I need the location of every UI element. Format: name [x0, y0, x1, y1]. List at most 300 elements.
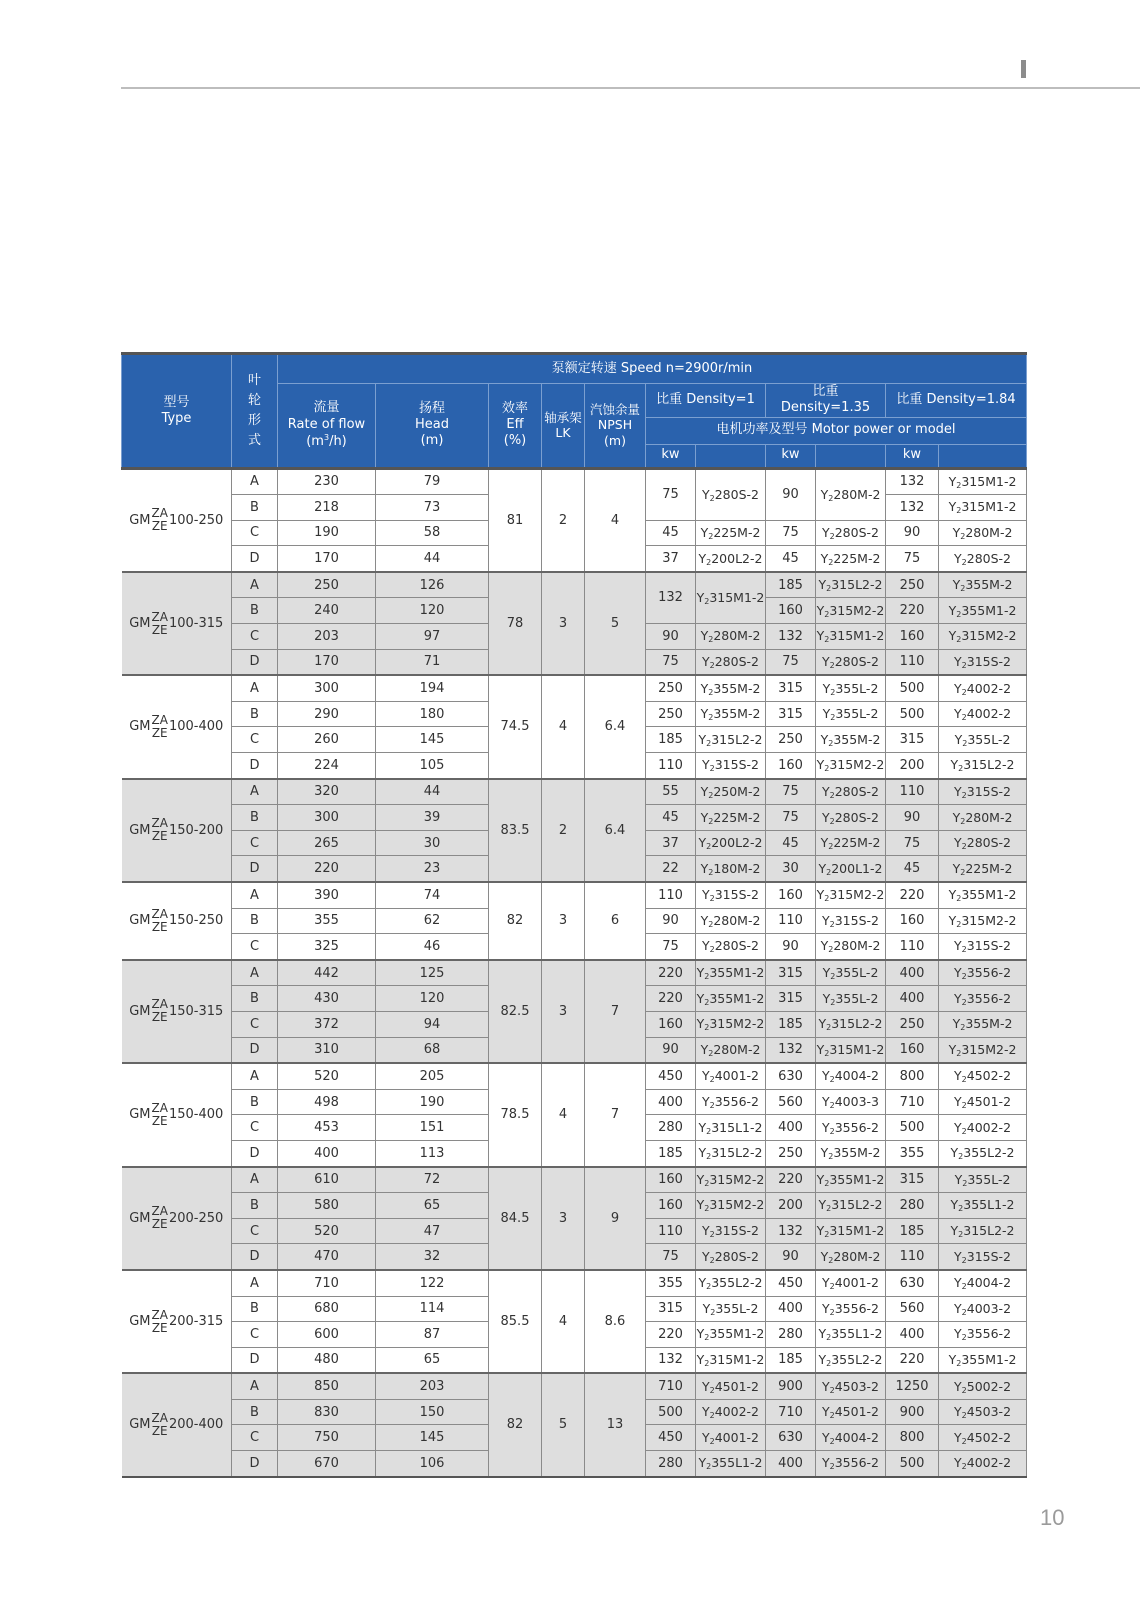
motor-kw-cell: 355 — [646, 1270, 696, 1296]
motor-prefix: Y — [698, 835, 707, 851]
motor-model-cell — [696, 624, 766, 650]
impeller-cell: B — [232, 1193, 278, 1219]
motor-kw-cell: 75 — [646, 468, 696, 520]
head-cell: 46 — [376, 934, 489, 960]
table-row — [122, 1270, 1027, 1296]
motor-prefix: Y — [954, 706, 962, 722]
table-row — [122, 1373, 1027, 1399]
motor-kw-cell: 200 — [886, 753, 939, 779]
motor-model: 280S-2 — [834, 809, 879, 825]
motor-subscript: 2 — [961, 687, 967, 697]
impeller-cell: A — [232, 779, 278, 805]
motor-prefix: Y — [820, 1145, 829, 1161]
motor-prefix: Y — [822, 990, 831, 1006]
type-prefix: GM — [129, 822, 151, 838]
motor-model: 355L-2 — [835, 680, 879, 696]
motor-prefix: Y — [954, 835, 962, 851]
motor-prefix: Y — [702, 887, 710, 903]
motor-prefix: Y — [818, 1197, 827, 1213]
motor-subscript: 2 — [708, 531, 714, 541]
motor-model-cell — [939, 1270, 1027, 1296]
npsh-unit: (m) — [604, 433, 626, 449]
motor-prefix: Y — [696, 1171, 705, 1187]
table-row — [122, 882, 1027, 908]
flow-cell: 520 — [278, 1063, 376, 1089]
motor-prefix: Y — [816, 887, 825, 903]
motor-prefix: Y — [702, 1300, 711, 1316]
density-184-header: 比重 Density=1.84 — [886, 384, 1027, 418]
motor-kw-cell: 400 — [886, 986, 939, 1012]
motor-kw-cell: 500 — [886, 701, 939, 727]
motor-subscript: 2 — [828, 493, 834, 503]
motor-model-cell — [696, 1322, 766, 1348]
head-cell: 97 — [376, 624, 489, 650]
head-cell: 114 — [376, 1296, 489, 1322]
motor-model: 3556-2 — [834, 1455, 879, 1471]
motor-subscript: 2 — [704, 1178, 710, 1188]
flow-cell: 610 — [278, 1167, 376, 1193]
motor-model-cell — [696, 960, 766, 986]
motor-prefix: Y — [821, 1300, 830, 1316]
motor-subscript: 2 — [826, 1204, 832, 1214]
motor-model: 280M-2 — [833, 486, 881, 502]
motor-subscript: 2 — [829, 1101, 835, 1111]
motor-model-cell — [939, 986, 1027, 1012]
motor-subscript: 2 — [960, 867, 966, 877]
motor-model-cell — [816, 1193, 886, 1219]
motor-model: 280M-2 — [713, 1041, 761, 1057]
motor-model-cell — [939, 701, 1027, 727]
motor-subscript: 2 — [824, 609, 830, 619]
motor-kw-cell: 450 — [766, 1270, 816, 1296]
motor-prefix: Y — [948, 1351, 957, 1367]
motor-prefix: Y — [954, 1404, 962, 1420]
motor-kw-cell: 22 — [646, 856, 696, 882]
motor-prefix: Y — [822, 706, 831, 722]
flow-cell: 170 — [278, 546, 376, 572]
motor-prefix: Y — [700, 524, 709, 540]
eff-cell: 82.5 — [489, 960, 542, 1063]
variant-za: ZA — [151, 609, 168, 624]
motor-model: 4501-2 — [714, 1378, 759, 1394]
motor-prefix: Y — [952, 860, 961, 876]
motor-prefix: Y — [698, 731, 707, 747]
motor-prefix: Y — [948, 887, 957, 903]
motor-model: 315M1-2 — [961, 499, 1017, 515]
motor-prefix: Y — [954, 680, 962, 696]
flow-cell: 224 — [278, 753, 376, 779]
motor-model-cell — [939, 805, 1027, 831]
col-impeller-header — [232, 354, 278, 469]
type-prefix: GM — [129, 719, 151, 735]
motor-model-cell — [939, 1218, 1027, 1244]
motor-model: 355M-2 — [833, 1145, 881, 1161]
col-lk-header — [542, 384, 585, 469]
motor-kw-cell: 160 — [646, 1167, 696, 1193]
impeller-cell: B — [232, 495, 278, 521]
motor-prefix: Y — [954, 1429, 962, 1445]
motor-model: 315L2-2 — [711, 1145, 763, 1161]
motor-model: 4002-2 — [714, 1404, 759, 1420]
motor-kw-cell: 132 — [646, 1347, 696, 1373]
motor-subscript: 2 — [956, 480, 962, 490]
motor-prefix: Y — [696, 1016, 705, 1032]
motor-kw-cell: 280 — [646, 1115, 696, 1141]
type-cn-label: 型号 — [163, 394, 190, 410]
impeller-cell: B — [232, 1296, 278, 1322]
variant-za: ZA — [151, 1100, 168, 1115]
motor-model: 280S-2 — [714, 486, 759, 502]
head-cell: 190 — [376, 1089, 489, 1115]
motor-kw-cell: 75 — [886, 830, 939, 856]
motor-subscript: 2 — [828, 738, 834, 748]
motor-subscript: 2 — [824, 1230, 830, 1240]
motor-model: 315S-2 — [966, 938, 1012, 954]
motor-model-cell — [816, 649, 886, 675]
impeller-cell: D — [232, 1347, 278, 1373]
motor-subscript: 2 — [961, 1075, 967, 1085]
motor-model: 3556-2 — [966, 965, 1012, 981]
motor-model: 315M2-2 — [829, 602, 885, 618]
head-cell: 65 — [376, 1347, 489, 1373]
motor-model-cell — [696, 1296, 766, 1322]
motor-model-cell — [939, 1193, 1027, 1219]
motor-prefix: Y — [954, 653, 962, 669]
motor-model-cell — [939, 779, 1027, 805]
motor-prefix: Y — [700, 783, 709, 799]
motor-kw-cell: 220 — [766, 1167, 816, 1193]
variant-ze: ZE — [151, 829, 168, 844]
flow-en-label: Rate of flow — [287, 416, 366, 432]
head-cell: 23 — [376, 856, 489, 882]
head-cell: 113 — [376, 1140, 489, 1166]
impeller-char: 叶 — [247, 372, 261, 388]
motor-prefix: Y — [816, 628, 825, 644]
motor-subscript: 2 — [708, 919, 714, 929]
motor-model-cell — [696, 1140, 766, 1166]
npsh-cn-label: 汽蚀余量 — [589, 401, 640, 417]
motor-subscript: 2 — [709, 945, 715, 955]
motor-model: 4503-2 — [966, 1404, 1012, 1420]
pump-type-cell — [122, 1167, 232, 1270]
motor-model: 355L-2 — [967, 731, 1011, 747]
motor-model-cell — [816, 624, 886, 650]
motor-model-cell — [696, 701, 766, 727]
motor-prefix: Y — [698, 1275, 707, 1291]
motor-model-cell — [696, 856, 766, 882]
variant-za: ZA — [151, 506, 168, 521]
motor-subscript: 2 — [824, 1178, 830, 1188]
motor-prefix: Y — [954, 1068, 962, 1084]
pump-type-name — [129, 507, 223, 533]
motor-subscript: 2 — [956, 506, 962, 516]
motor-prefix: Y — [954, 550, 962, 566]
motor-model: 280M-2 — [965, 809, 1013, 825]
flow-unit: $(m^3/h)$ — [306, 432, 347, 449]
motor-model-cell — [816, 1399, 886, 1425]
motor-model: 315M2-2 — [961, 912, 1017, 928]
motor-subscript: 2 — [708, 816, 714, 826]
motor-prefix: Y — [950, 1197, 959, 1213]
motor-subscript: 2 — [829, 1126, 835, 1136]
flow-cell: 260 — [278, 727, 376, 753]
motor-subscript: 2 — [956, 1358, 962, 1368]
motor-header: 电机功率及型号 Motor power or model — [646, 417, 1027, 444]
motor-prefix: Y — [816, 757, 825, 773]
motor-model: 3556-2 — [714, 1094, 759, 1110]
motor-prefix: Y — [948, 602, 957, 618]
impeller-cell: C — [232, 520, 278, 546]
impeller-cell: A — [232, 675, 278, 701]
head-cell: 58 — [376, 520, 489, 546]
motor-kw-cell: 132 — [886, 468, 939, 495]
motor-model-cell — [816, 1037, 886, 1063]
motor-prefix: Y — [954, 965, 962, 981]
motor-kw-cell: 500 — [646, 1399, 696, 1425]
motor-model: 355L1-2 — [831, 1326, 883, 1342]
motor-prefix: Y — [950, 757, 959, 773]
motor-kw-cell: 710 — [646, 1373, 696, 1399]
model-header — [939, 444, 1027, 468]
motor-model: 355M-2 — [713, 706, 761, 722]
motor-model-cell — [696, 1193, 766, 1219]
motor-model: 315S-2 — [714, 757, 759, 773]
motor-model-cell — [816, 908, 886, 934]
motor-kw-cell: 160 — [646, 1193, 696, 1219]
kw-header: kw — [766, 444, 816, 468]
motor-prefix: Y — [952, 577, 961, 593]
head-cell: 44 — [376, 546, 489, 572]
motor-model-cell — [696, 727, 766, 753]
head-cell: 125 — [376, 960, 489, 986]
motor-kw-cell: 250 — [886, 1011, 939, 1037]
head-cell: 94 — [376, 1011, 489, 1037]
motor-model-cell — [939, 520, 1027, 546]
motor-model-cell — [939, 856, 1027, 882]
motor-kw-cell: 400 — [766, 1451, 816, 1477]
motor-prefix: Y — [700, 809, 709, 825]
motor-model-cell — [816, 882, 886, 908]
impeller-cell: B — [232, 1399, 278, 1425]
impeller-cell: A — [232, 1167, 278, 1193]
eff-cell: 78.5 — [489, 1063, 542, 1166]
flow-cell: 710 — [278, 1270, 376, 1296]
motor-model: 315S-2 — [966, 783, 1012, 799]
motor-subscript: 2 — [958, 1230, 964, 1240]
motor-subscript: 2 — [708, 687, 714, 697]
motor-prefix: Y — [698, 550, 707, 566]
motor-model: 4004-2 — [966, 1275, 1012, 1291]
lk-cell: 5 — [542, 1373, 585, 1476]
motor-subscript: 2 — [709, 1436, 715, 1446]
head-cell: 205 — [376, 1063, 489, 1089]
head-cell: 145 — [376, 1425, 489, 1451]
flow-cell: 203 — [278, 624, 376, 650]
motor-kw-cell: 132 — [766, 1037, 816, 1063]
motor-prefix: Y — [696, 965, 705, 981]
type-variant-stack — [152, 714, 168, 740]
motor-prefix: Y — [948, 499, 957, 515]
motor-kw-cell: 900 — [886, 1399, 939, 1425]
impeller-cell: A — [232, 1063, 278, 1089]
motor-model-cell — [939, 598, 1027, 624]
impeller-cell: B — [232, 908, 278, 934]
motor-prefix: Y — [952, 524, 961, 540]
motor-model-cell — [939, 468, 1027, 495]
motor-subscript: 2 — [708, 713, 714, 723]
motor-subscript: 2 — [709, 764, 715, 774]
motor-kw-cell: 500 — [886, 1115, 939, 1141]
eff-unit: (%) — [503, 433, 527, 449]
motor-model: 280M-2 — [713, 628, 761, 644]
motor-model: 355L-2 — [835, 706, 879, 722]
motor-kw-cell: 630 — [886, 1270, 939, 1296]
motor-model: 315L2-2 — [711, 731, 763, 747]
motor-prefix: Y — [952, 1016, 961, 1032]
eff-cell: 85.5 — [489, 1270, 542, 1373]
type-size: 200-400 — [168, 1417, 224, 1433]
lk-cell: 2 — [542, 468, 585, 572]
impeller-cell: A — [232, 960, 278, 986]
motor-model: 355L1-2 — [711, 1455, 763, 1471]
motor-model-cell — [939, 1140, 1027, 1166]
flow-cell: 240 — [278, 598, 376, 624]
motor-model-cell — [816, 934, 886, 960]
motor-model: 200L2-2 — [711, 550, 763, 566]
table-row — [122, 1063, 1027, 1089]
flow-cell: 580 — [278, 1193, 376, 1219]
motor-model: 180M-2 — [713, 860, 761, 876]
motor-model-cell — [816, 1244, 886, 1270]
motor-subscript: 2 — [961, 972, 967, 982]
motor-model-cell — [696, 649, 766, 675]
head-cell: 62 — [376, 908, 489, 934]
lk-cell: 3 — [542, 882, 585, 960]
head-cell: 47 — [376, 1218, 489, 1244]
motor-prefix: Y — [818, 1016, 827, 1032]
motor-subscript: 2 — [961, 1101, 967, 1111]
pump-type-name — [129, 998, 223, 1024]
motor-kw-cell: 220 — [886, 598, 939, 624]
motor-model-cell — [816, 1218, 886, 1244]
type-size: 150-315 — [168, 1003, 224, 1019]
motor-model: 315M1-2 — [709, 1351, 765, 1367]
motor-kw-cell: 500 — [886, 1451, 939, 1477]
motor-subscript: 2 — [704, 972, 710, 982]
motor-model-cell — [939, 727, 1027, 753]
type-prefix: GM — [129, 1210, 151, 1226]
motor-kw-cell: 630 — [766, 1063, 816, 1089]
type-variant-stack — [152, 817, 168, 843]
motor-prefix: Y — [821, 1455, 830, 1471]
motor-prefix: Y — [701, 1094, 710, 1110]
eff-cn-label: 效率 — [501, 400, 528, 416]
motor-model-cell — [696, 1089, 766, 1115]
pump-type-cell — [122, 1270, 232, 1373]
speed-header: 泵额定转速 Speed n=2900r/min — [278, 354, 1027, 384]
motor-model-cell — [696, 986, 766, 1012]
motor-kw-cell: 220 — [646, 1322, 696, 1348]
motor-subscript: 2 — [828, 1152, 834, 1162]
motor-kw-cell: 250 — [766, 727, 816, 753]
variant-za: ZA — [151, 906, 168, 921]
motor-kw-cell: 185 — [646, 727, 696, 753]
model-header — [696, 444, 766, 468]
motor-subscript: 2 — [956, 894, 962, 904]
motor-kw-cell: 315 — [886, 1167, 939, 1193]
npsh-cell: 6.4 — [585, 779, 646, 882]
flow-cell: 170 — [278, 649, 376, 675]
variant-ze: ZE — [151, 1217, 168, 1232]
motor-model-cell — [816, 1322, 886, 1348]
motor-model: 250M-2 — [713, 783, 761, 799]
motor-model: 280M-2 — [713, 912, 761, 928]
motor-model-cell — [696, 675, 766, 701]
head-cell: 194 — [376, 675, 489, 701]
motor-kw-cell: 160 — [766, 882, 816, 908]
motor-model-cell — [696, 546, 766, 572]
flow-cell: 830 — [278, 1399, 376, 1425]
motor-subscript: 2 — [961, 1411, 967, 1421]
lk-cn-label: 轴承架 — [544, 409, 582, 425]
impeller-cell: C — [232, 624, 278, 650]
motor-model-cell — [816, 1011, 886, 1037]
motor-model: 315L2-2 — [963, 757, 1015, 773]
motor-model: 225M-2 — [713, 524, 761, 540]
motor-kw-cell: 45 — [766, 546, 816, 572]
motor-kw-cell: 160 — [886, 1037, 939, 1063]
motor-model: 355M1-2 — [709, 965, 765, 981]
pump-type-cell — [122, 960, 232, 1063]
motor-kw-cell: 90 — [766, 468, 816, 520]
motor-model-cell — [816, 727, 886, 753]
type-prefix: GM — [129, 1107, 151, 1123]
motor-subscript: 2 — [706, 1126, 712, 1136]
motor-subscript: 2 — [706, 1152, 712, 1162]
npsh-cell: 9 — [585, 1167, 646, 1270]
variant-za: ZA — [151, 1204, 168, 1219]
motor-prefix: Y — [954, 1326, 962, 1342]
motor-model: 315L1-2 — [711, 1119, 763, 1135]
impeller-cell: A — [232, 1270, 278, 1296]
head-cell: 106 — [376, 1451, 489, 1477]
motor-model-cell — [816, 572, 886, 598]
motor-kw-cell: 30 — [766, 856, 816, 882]
motor-model-cell — [696, 1347, 766, 1373]
head-cell: 203 — [376, 1373, 489, 1399]
head-cell: 79 — [376, 468, 489, 495]
head-cn-label: 扬程 — [418, 400, 445, 416]
motor-subscript: 2 — [961, 1255, 967, 1265]
motor-model: 355M1-2 — [961, 887, 1017, 903]
motor-model-cell — [939, 1011, 1027, 1037]
npsh-en-label: NPSH — [597, 417, 633, 433]
motor-subscript: 2 — [958, 764, 964, 774]
motor-model: 280M-2 — [833, 1248, 881, 1264]
motor-model-cell — [939, 1037, 1027, 1063]
motor-model-cell — [939, 1347, 1027, 1373]
motor-kw-cell: 800 — [886, 1425, 939, 1451]
motor-model: 315M1-2 — [829, 628, 885, 644]
motor-kw-cell: 55 — [646, 779, 696, 805]
motor-model-cell — [939, 649, 1027, 675]
type-size: 150-200 — [168, 822, 224, 838]
motor-kw-cell: 315 — [766, 986, 816, 1012]
motor-model: 280S-2 — [834, 783, 879, 799]
variant-za: ZA — [151, 816, 168, 831]
motor-prefix: Y — [822, 653, 830, 669]
motor-kw-cell: 185 — [646, 1140, 696, 1166]
